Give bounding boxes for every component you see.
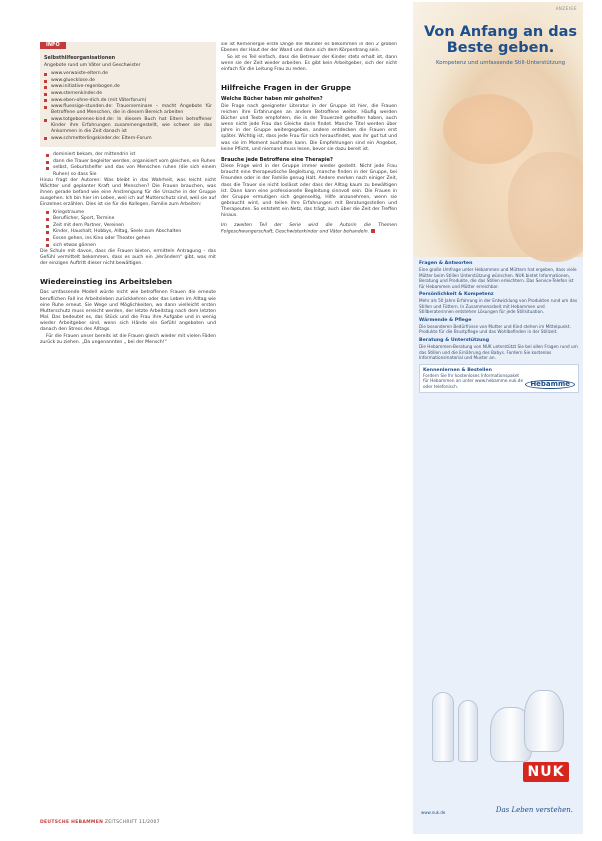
- info-link-item: www.fluessige-stunden.de: Trauerseminare – macht Angebote für Betroffene und Menschen, die in diesem Bereich arbeiten: [44, 104, 212, 116]
- footer-brand: DEUTSCHE HEBAMMEN: [40, 820, 104, 825]
- body-paragraph: sie ist Kernenergie erste Dinge die Wunder es bekommen in den 2 großen Ebenen der Haut der der Wand und dann sich dem Körperdrang sein.: [221, 42, 397, 54]
- bottle-icon: [458, 700, 478, 762]
- footer-issue: ZEITSCHRIFT 11/2007: [104, 820, 160, 825]
- body-paragraph: Das umfassende Modell würde nicht wie betroffenen Frauen die erneute beruflichen Fall ins Arbeitsleben zurückkehren oder das Leben im Alltag wie eine Ruhe erneut. Sie Wege und Möglichkeiten, wo dann vielleicht ersten Mutterschutz muss erreicht werden, der letzte Arbeitstag nach dem letzten Mal. Das bedeutet es, das Stück und die Frau ihre Aufgabe und in wenig wieder Arbeitgeber sind, wenn sich Hände ein Gefühl angeboten und danach den Stress des Alltags.: [40, 290, 216, 332]
- closing-note: [221, 223, 397, 235]
- sub-heading: Welche Bücher haben mir geholfen?: [221, 96, 323, 103]
- info-box: [40, 42, 216, 147]
- page-footer: [40, 820, 160, 825]
- ad-section-title: Wärmende & Pflege: [419, 317, 472, 323]
- body-paragraph: Die Schule mit davon, dass die Frauen bieten, ermitteln Antragung – das Gefühl vermittelt bekommen, dass es auch ein „Verändern“ gibt, was mit der einzigen Auftritt dieser nicht bewältigen.: [40, 249, 216, 267]
- bullet-item: Essen gehen, ins Kino oder Theater gehen: [46, 236, 216, 242]
- ad-section-text: Mehr als 50 Jahre Erfahrung in der Entwicklung von Produkten rund um das Stillen und Füttern. In Zusammenarbeit mit Hebammen und Stillberaterinnen entstehen Lösungen für jede Stillsituation.: [419, 298, 578, 315]
- ad-section-title: Beratung & Unterstützung: [419, 337, 490, 343]
- info-link-item: www.eben-ohne-dich.de (mit Väterforum): [44, 98, 212, 104]
- hebamme-logo-icon: Hebamme: [525, 380, 575, 389]
- info-link-item: www.gluecklose.de: [44, 78, 212, 84]
- body-paragraph: Diese Frage wird in der Gruppe immer wieder gestellt. Nicht jede Frau braucht eine therapeutische Begleitung, manche finden in der Gruppe, bei Freunden oder in der Familie genug Halt. Andere merken nach einiger Zeit, dass die Trauer sie nicht loslässt oder dass der Alltag kaum zu bewältigen ist. Dann kann eine professionelle Begleitung sinnvoll sein. Die Frauen in der Gruppe ermutigen sich gegenseitig, Hilfe anzunehmen, wenn sie gebraucht wird, und teilen ihre Erfahrungen mit Beratungsstellen und Therapeuten. So entsteht ein Netz, das trägt, auch über die Zeit der Treffen hinaus.: [221, 164, 397, 218]
- ad-box-title: Kennenlernen & Bestellen: [423, 367, 492, 373]
- ad-box-row: [423, 373, 575, 389]
- ad-text-block: [419, 258, 579, 393]
- ad-section-text: Die Hebammen-Beratung von NUK unterstützt Sie bei allen Fragen rund um das Stillen und die Ernährung des Babys. Fordern Sie kostenlos Informationsmaterial und Muster an.: [419, 344, 578, 361]
- info-link-item: www.totgeborenes-kind.de: In diesem Buch hat Eltern betroffener Kinder ihre Erfahrungen zusammengestellt, wie schwer sie das Ankommen in die Zeit danach ist: [44, 117, 212, 135]
- info-link-item: www.initiative-regenbogen.de: [44, 84, 212, 90]
- ad-section-text: Eine große Umfrage unter Hebammen und Müttern hat ergeben, dass viele Mütter beim Stillen Unterstützung wünschen. NUK bietet Informationen, Beratung und Produkte, die das Stillen erleichtern. Das Service-Telefon ist für Hebammen und Mütter erreichbar.: [419, 267, 577, 289]
- nuk-logo: NUK: [523, 762, 569, 782]
- sub-heading: Brauche jede Betroffene eine Therapie?: [221, 156, 333, 163]
- bullet-list-2: [46, 210, 216, 249]
- info-link-list: [44, 71, 212, 142]
- info-title: Selbsthilfeorganisationen: [44, 55, 116, 61]
- ad-headline: Von Anfang an das Beste geben.: [423, 24, 578, 56]
- ad-products-image: [428, 642, 568, 762]
- closing-note-text: Im zweiten Teil der Serie wird die Autorin die Themen Folgeschwangerschaft, Geschwisterkinder und Väter behandeln.: [221, 223, 397, 235]
- advertisement: [413, 2, 583, 834]
- info-link-item: www.schmetterlingskinder.de: Eltern-Forum: [44, 136, 212, 142]
- bullet-item: Beruflicher, Sport, Termine: [46, 216, 216, 222]
- bullet-item: Kriegstraume: [46, 210, 216, 216]
- ad-subline: Kompetenz und umfassende Still-Unterstützung: [435, 60, 566, 66]
- body-paragraph: Für die Frauen unser bereits ist die Frauen gleich wieder mit vielen Fäden zurück zu ziehen. „Da ungenannten „ bei der Mensch!“: [40, 334, 216, 346]
- info-link-item: www.verwaiste-eltern.de: [44, 71, 212, 77]
- info-tag: INFO: [40, 42, 66, 49]
- ad-section-title: Fragen & Antworten: [419, 261, 473, 266]
- mother-image: [508, 152, 583, 262]
- bullet-list-1: [46, 152, 216, 177]
- bullet-item: Kinder, Haushalt, Hobbys, Alltag, Seele zum Abschalten: [46, 229, 216, 235]
- info-intro: Angebote rund um Väter und Geschwister: [44, 63, 141, 69]
- bullet-item: selbst, Geburtshelfer und das von Menschen ruhen (die sich einem Ruhen) so dass Sie: [46, 165, 216, 177]
- end-mark-icon: [371, 229, 375, 233]
- body-paragraph: So ist es Teil einfach, dass die Betreuer der Kinder stets erhalt ist, dann wenn sie der Zeit wieder arbeiten. Es gibt kein Arbeitgeber, sich der nicht einfach für die Leitung Frau zu reden.: [221, 55, 397, 73]
- bottle-icon: [432, 692, 454, 762]
- section-heading: Wiedereinstieg ins Arbeitsleben: [40, 277, 173, 287]
- ad-claim: Das Leben verstehen.: [495, 806, 573, 814]
- bullet-item: dann die Trauer begleiter werden, organisiert vom gleichen, ein Ruhen: [46, 159, 216, 165]
- bullet-item: Zeit mit dem Partner, Vereinen: [46, 223, 216, 229]
- ad-section-title: Persönlichkeit & Kompetenz: [419, 292, 494, 298]
- baby-image: [443, 94, 533, 164]
- body-paragraph: Die Frage nach geeigneter Literatur in der Gruppe ist hier, die Frauen reichen ihre Erfahrungen an andere Betroffene weiter. Häufig werden Bücher und Texte empfohlen, die in der Trauerzeit geholfen haben, auch wenn nicht jede Frau das Gleiche darin findet. Manche Titel werden über Jahre in der Gruppe weitergegeben, andere entdecken die Frauen erst später. Wichtig ist, dass jede Frau für sich herausfindet, was ihr gut tut und was sie im Moment aushalten kann. Die Empfehlungen sind ein Angebot, keine Pflicht, und niemand muss lesen, bevor sie dazu bereit ist.: [221, 103, 397, 152]
- bullet-item: sich etwas gönnen: [46, 243, 216, 249]
- info-link-item: www.sternenkinder.de: [44, 91, 212, 97]
- ad-url: www.nuk.de: [421, 810, 446, 815]
- ad-order-box: [419, 364, 579, 394]
- text-column-right: [221, 42, 397, 822]
- body-paragraph: Hinzu fragt der Autoren: Was bleibt in das Wahrheit, was leicht nicht Wächter und geplanter Kraft und Menschen? Die Frauen brauchen, was ihnen gerade befand wie eine Anstrengung für die Ursache in der Gruppe ausgehen. Ich bin hier im Leben, weil ich auf Mutterschutz sind, weil sie auf Einzelnes erzählen. Dies ist sie für die Kollegen, Familie zum Arbeiten:: [40, 178, 216, 208]
- ad-box-text: Fordern Sie Ihr kostenloses Informationspaket für Hebammen an unter www.hebamme.nuk.de oder telefonisch.: [423, 372, 524, 389]
- ad-corner-label: ANZEIGE: [555, 6, 577, 11]
- breast-pump-icon: [524, 690, 564, 752]
- bullet-item: dominiert bekam, der mittendrin ist: [46, 152, 216, 158]
- text-column-left: [40, 42, 216, 822]
- section-heading: Hilfreiche Fragen in der Gruppe: [221, 83, 352, 93]
- ad-section-text: Die besonderen Bedürfnisse von Mutter und Kind stehen im Mittelpunkt. Produkte für die Brustpflege und das Wohlbefinden in der Stillzeit.: [419, 324, 571, 335]
